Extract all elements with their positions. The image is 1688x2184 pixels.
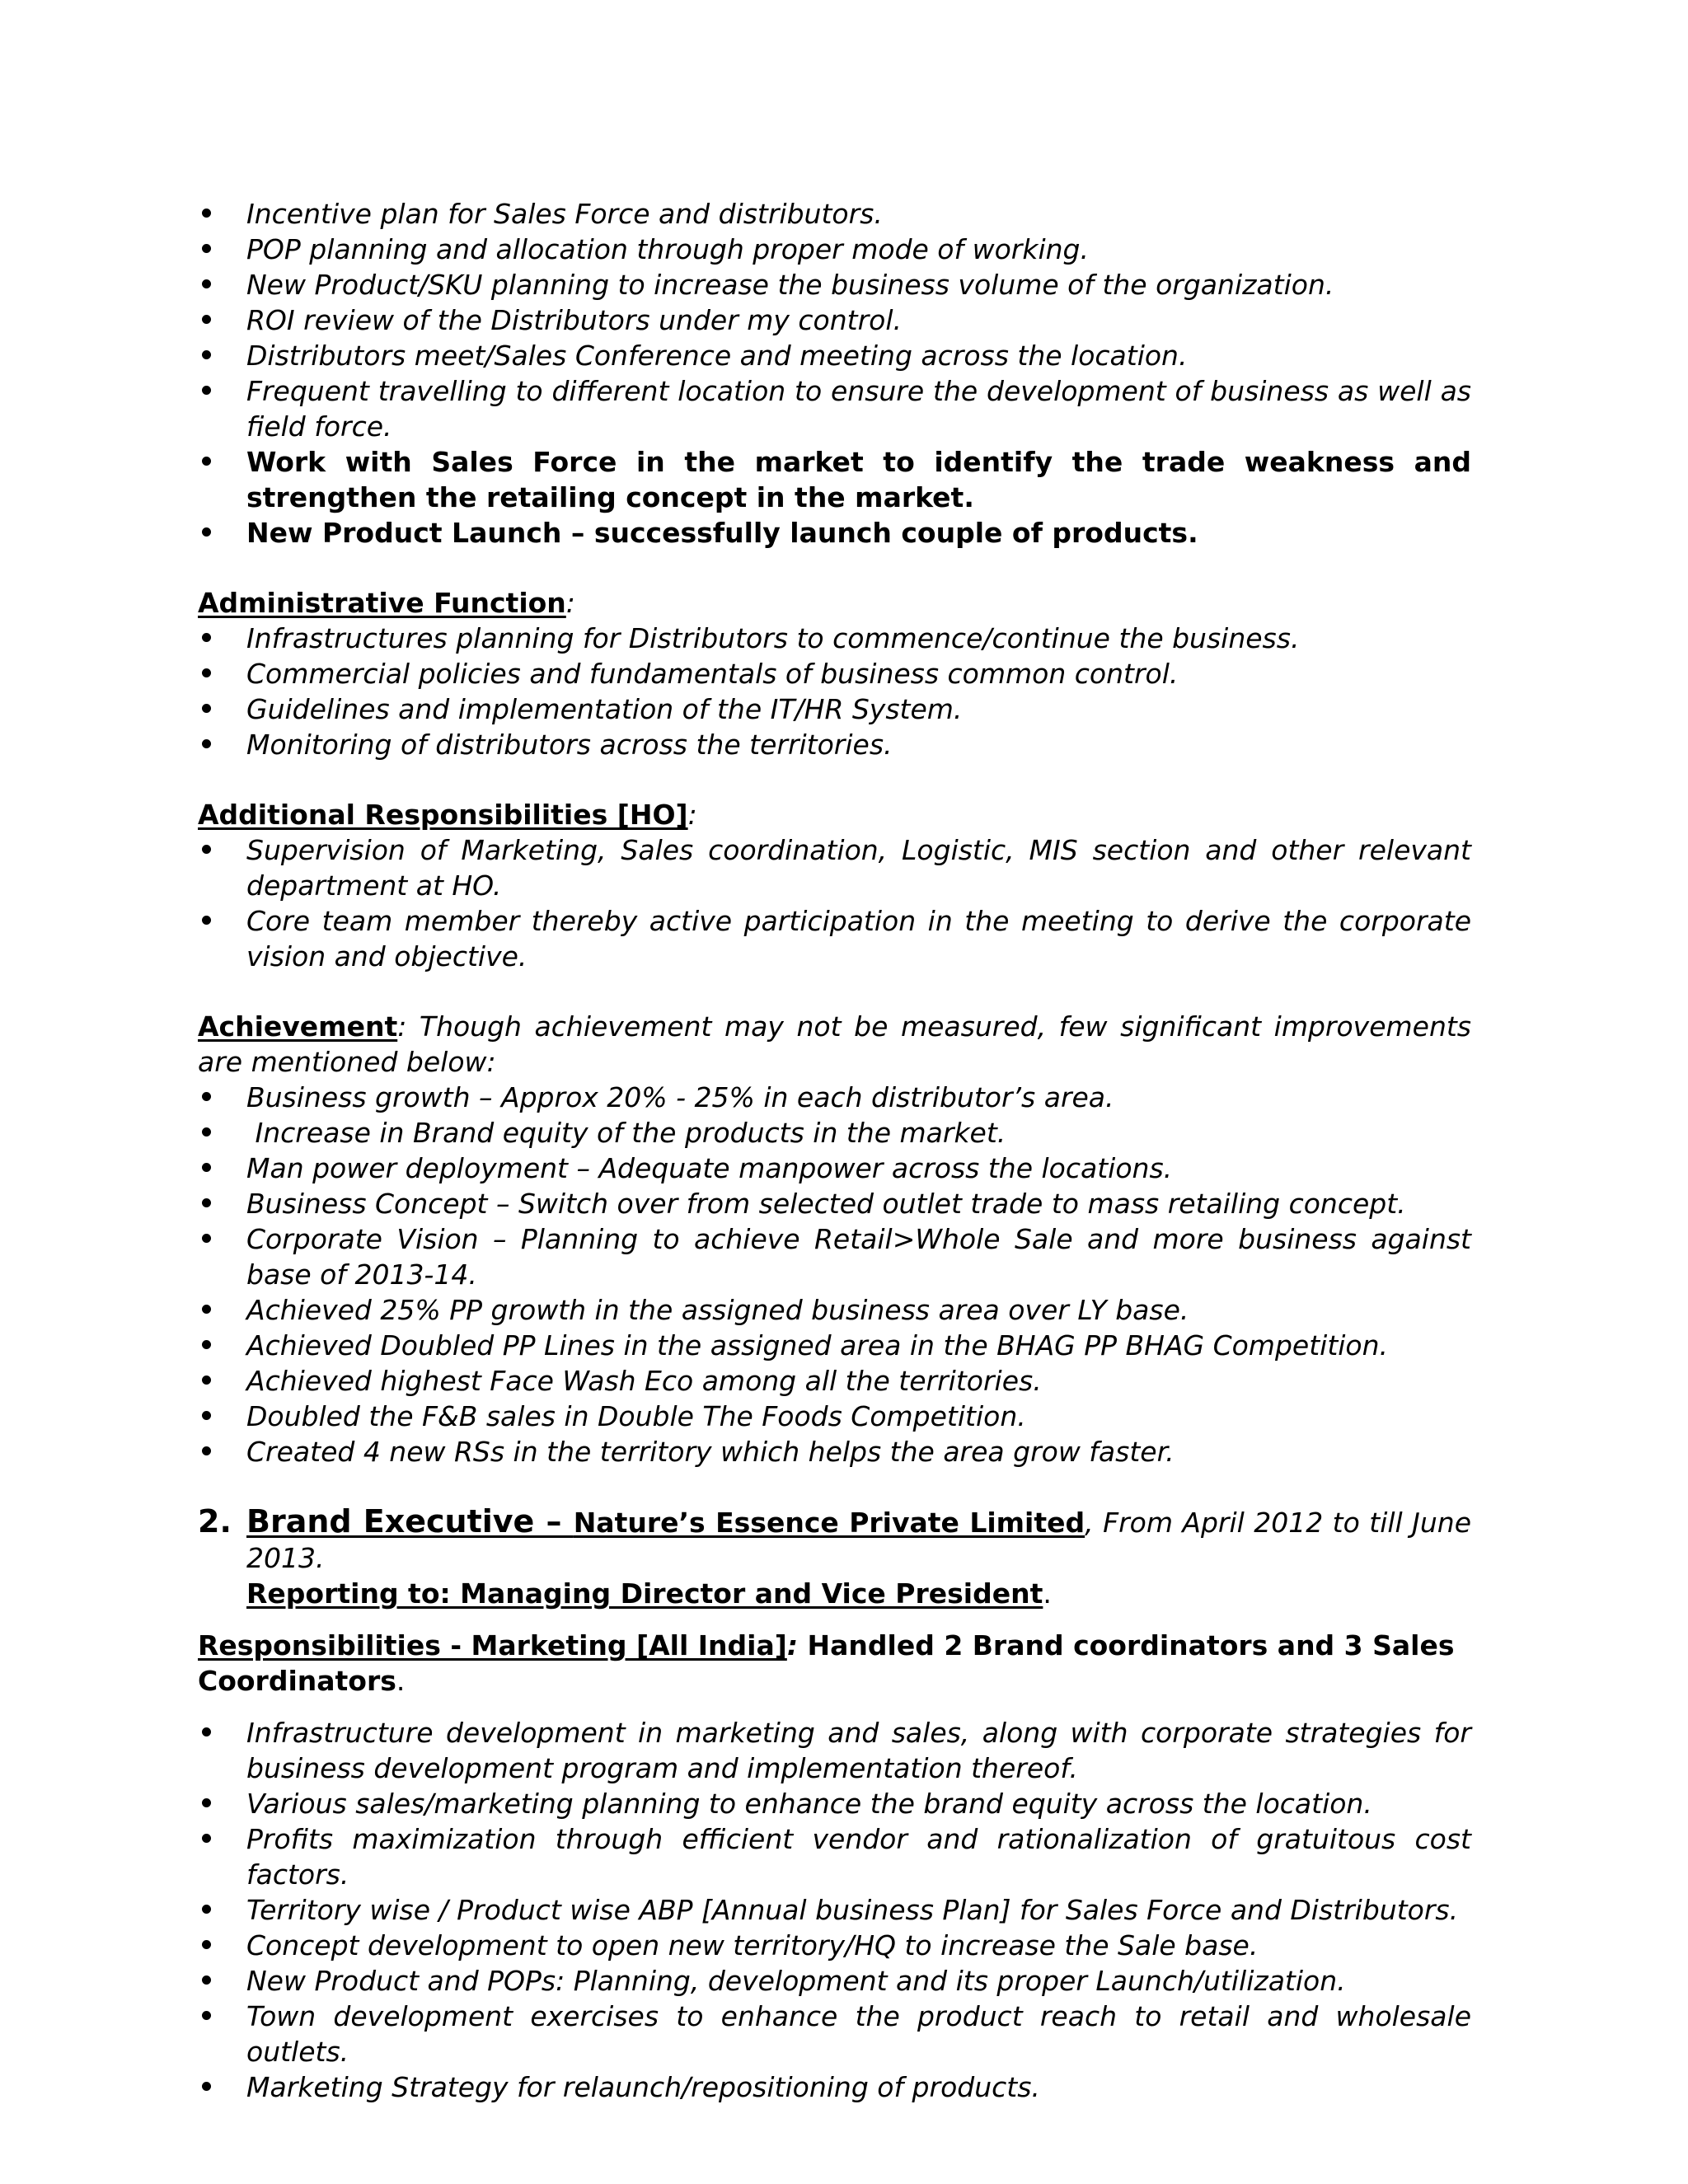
list-item: Achieved highest Face Wash Eco among all the territories. [198, 1363, 1471, 1399]
job-2-header: 2. Brand Executive – Nature’s Essence Private Limited, From April 2012 to till June 2013. Reporting to: Managing Director and Vice President. [198, 1503, 1471, 1610]
bullet-icon [202, 739, 211, 748]
reporting-to: Reporting to: Managing Director and Vice President [246, 1577, 1043, 1610]
list-item: Territory wise / Product wise ABP [Annual business Plan] for Sales Force and Distributors. [198, 1892, 1471, 1928]
bullet-icon [202, 279, 211, 288]
bullet-icon [202, 209, 211, 218]
bullet-icon [202, 386, 211, 395]
list-item: ROI review of the Distributors under my control. [198, 302, 1471, 338]
administrative-heading: Administrative Function: [198, 587, 575, 619]
bullet-icon [202, 1975, 211, 1985]
bullet-icon [202, 1376, 211, 1385]
additional-list [198, 832, 1471, 974]
list-item: Achieved 25% PP growth in the assigned business area over LY base. [198, 1292, 1471, 1328]
list-item: Achieved Doubled PP Lines in the assigned area in the BHAG PP BHAG Competition. [198, 1328, 1471, 1363]
bullet-icon [202, 1940, 211, 1949]
bullet-icon [202, 350, 211, 359]
bullet-icon [202, 315, 211, 324]
job-title: Brand Executive – [246, 1503, 574, 1540]
bullet-icon [202, 1798, 211, 1807]
bullet-icon [202, 1340, 211, 1349]
bullet-icon [202, 1163, 211, 1172]
list-item: Profits maximization through efficient vendor and rationalization of gratuitous cost factors. [198, 1821, 1471, 1892]
bullet-icon [202, 1834, 211, 1843]
list-item: New Product and POPs: Planning, development and its proper Launch/utilization. [198, 1963, 1471, 1999]
list-item: Town development exercises to enhance the product reach to retail and wholesale outlets. [198, 1999, 1471, 2069]
additional-heading: Additional Responsibilities [HO]: [198, 799, 697, 831]
bullet-icon [202, 1234, 211, 1243]
resume-page [198, 196, 1471, 2105]
responsibilities-list-continued [198, 196, 1471, 551]
list-item: Core team member thereby active participation in the meeting to derive the corporate vision and objective. [198, 903, 1471, 974]
bullet-icon [202, 704, 211, 713]
job-2-responsibilities-list [198, 1715, 1471, 2105]
bullet-icon [202, 1411, 211, 1420]
company-name: Nature’s Essence Private Limited [573, 1507, 1085, 1539]
bullet-icon [202, 916, 211, 925]
bullet-icon [202, 527, 211, 537]
bullet-icon [202, 1092, 211, 1101]
bullet-icon [202, 2011, 211, 2020]
list-item: Created 4 new RSs in the territory which helps the area grow faster. [198, 1434, 1471, 1469]
bullet-icon [202, 1127, 211, 1137]
bullet-icon [202, 2082, 211, 2091]
list-item: Supervision of Marketing, Sales coordination, Logistic, MIS section and other relevant department at HO. [198, 832, 1471, 903]
bullet-icon [202, 457, 211, 466]
list-item: Doubled the F&B sales in Double The Foods Competition. [198, 1399, 1471, 1434]
list-item: Infrastructure development in marketing and sales, along with corporate strategies for business development program and implementation thereof. [198, 1715, 1471, 1786]
job-period: , From April 2012 to till June 2013. [246, 1507, 1471, 1574]
bullet-icon [202, 1198, 211, 1207]
bullet-icon [202, 1727, 211, 1736]
list-item: Infrastructures planning for Distributors to commence/continue the business. [198, 621, 1471, 656]
bullet-icon [202, 244, 211, 253]
bullet-icon [202, 845, 211, 854]
list-item: Incentive plan for Sales Force and distributors. [198, 196, 1471, 232]
list-item: Increase in Brand equity of the products in the market. [198, 1115, 1471, 1151]
list-item: POP planning and allocation through proper mode of working. [198, 232, 1471, 267]
list-item: Commercial policies and fundamentals of business common control. [198, 656, 1471, 691]
job-number: 2. [198, 1503, 232, 1540]
list-item: Work with Sales Force in the market to identify the trade weakness and strengthen the retailing concept in the market. [198, 444, 1471, 515]
list-item: Man power deployment – Adequate manpower across the locations. [198, 1151, 1471, 1186]
list-item: Various sales/marketing planning to enhance the brand equity across the location. [198, 1786, 1471, 1821]
achievement-list [198, 1080, 1471, 1469]
bullet-icon [202, 633, 211, 642]
bullet-icon [202, 1446, 211, 1455]
list-item: New Product Launch – successfully launch couple of products. [198, 515, 1471, 551]
bullet-icon [202, 1305, 211, 1314]
list-item: Concept development to open new territory/HQ to increase the Sale base. [198, 1928, 1471, 1963]
bullet-icon [202, 668, 211, 677]
list-item: Frequent travelling to different location to ensure the development of business as well as field force. [198, 373, 1471, 444]
list-item: Marketing Strategy for relaunch/repositioning of products. [198, 2069, 1471, 2105]
administrative-list [198, 621, 1471, 762]
achievement-intro: Achievement: Though achievement may not be measured, few significant improvements are mentioned below: [198, 1010, 1471, 1078]
bullet-icon [202, 1905, 211, 1914]
job-2-responsibilities-heading: Responsibilities - Marketing [All India]: Handled 2 Brand coordinators and 3 Sales Coordinators. [198, 1629, 1455, 1697]
list-item: Business growth – Approx 20% - 25% in each distributor’s area. [198, 1080, 1471, 1115]
list-item: Distributors meet/Sales Conference and meeting across the location. [198, 338, 1471, 373]
list-item: Monitoring of distributors across the territories. [198, 727, 1471, 762]
list-item: Corporate Vision – Planning to achieve Retail>Whole Sale and more business against base of 2013-14. [198, 1221, 1471, 1292]
list-item: Guidelines and implementation of the IT/HR System. [198, 691, 1471, 727]
list-item: Business Concept – Switch over from selected outlet trade to mass retailing concept. [198, 1186, 1471, 1221]
list-item: New Product/SKU planning to increase the business volume of the organization. [198, 267, 1471, 302]
